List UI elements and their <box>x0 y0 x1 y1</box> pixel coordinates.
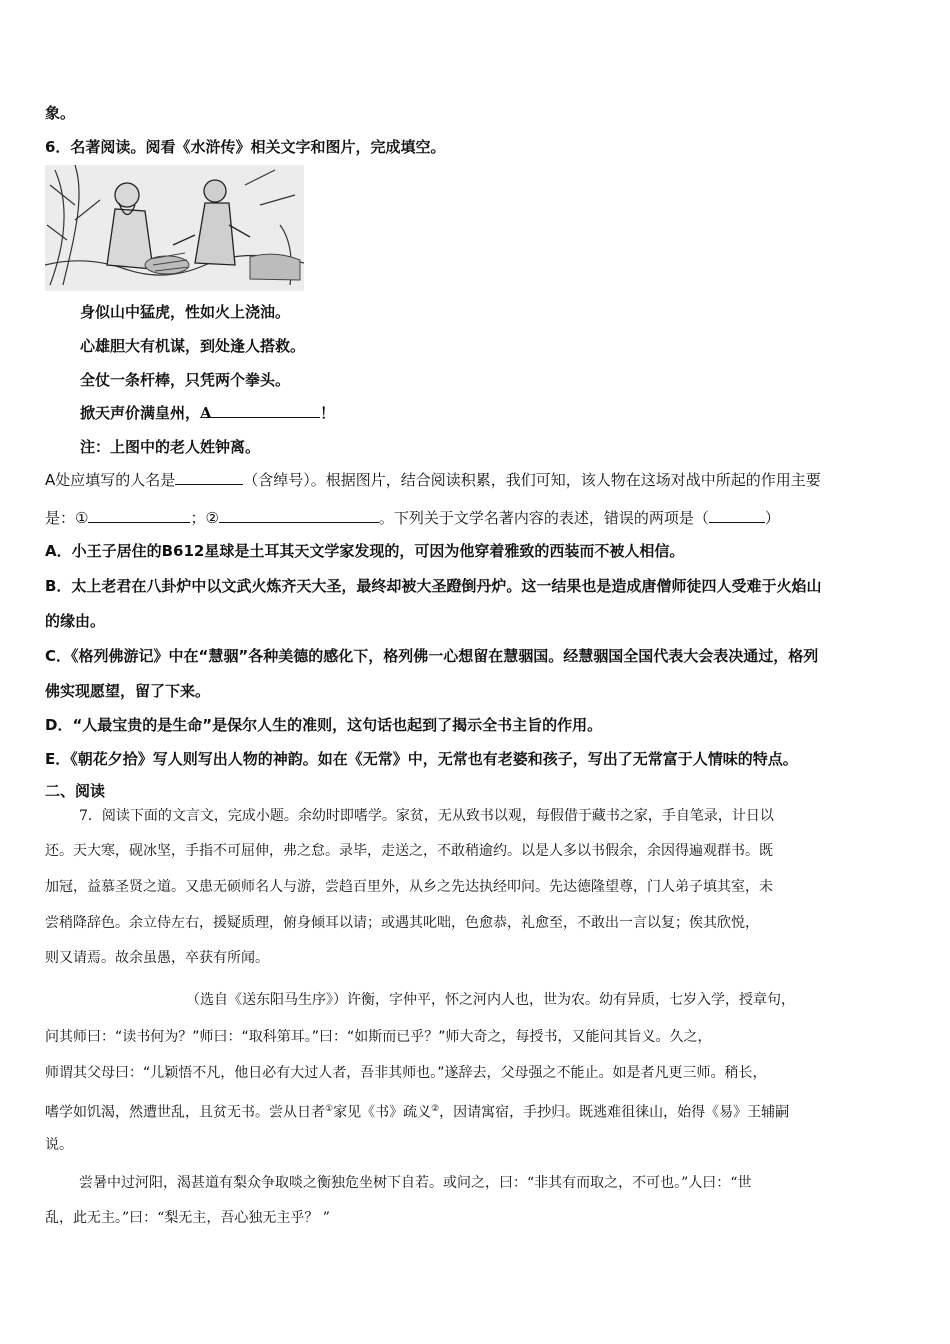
poem-line-3: 全仗一条杆棒，只凭两个拳头。 <box>80 371 291 389</box>
footnote-marker-1: ① <box>325 1104 334 1114</box>
blank-a[interactable] <box>200 403 320 422</box>
xu-heng-line-2: 问其师曰：“读书何为？”师曰：“取科第耳。”曰：“如斯而已乎？”师大奇之，每授书，又能问其旨义。久之， <box>45 1029 712 1045</box>
xu-heng-line-4c: ，因请寓宿，手抄归。既逃难徂徕山，始得《易》王辅嗣 <box>439 1104 790 1121</box>
option-a: A．小王子居住的B612星球是土耳其天文学家发现的，可因为他穿着雅致的西装而不被人相信。 <box>45 542 685 560</box>
poem-line-2: 心雄胆大有机谋，到处逢人搭救。 <box>80 337 306 355</box>
water-margin-illustration <box>45 165 304 291</box>
prompt-text-2d: ） <box>764 509 780 527</box>
option-c-line-1: C．《格列佛游记》中在“慧骃”各种美德的感化下，格列佛一心想留在慧骃国。经慧骃国全国代表大会表决通过，格列 <box>45 647 819 665</box>
pear-line-1: 尝暑中过河阳，渴甚道有梨众争取啖之衡独危坐树下自若。或问之，曰：“非其有而取之，不可也。”人曰：“世 <box>79 1175 752 1191</box>
xu-heng-line-5: 说。 <box>45 1137 73 1153</box>
prompt-text-1a: A处应填写的人名是 <box>45 471 176 489</box>
poem-line-1: 身似山中猛虎，性如火上浇油。 <box>80 303 291 321</box>
q7-line-4: 尝稍降辞色。余立侍左右，援疑质理，俯身倾耳以请；或遇其叱咄，色愈恭，礼愈至，不敢出一言以复；俟其欣悦， <box>45 915 759 931</box>
option-b-line-1: B．太上老君在八卦炉中以文武火炼齐天大圣，最终却被大圣蹬倒丹炉。这一结果也是造成唐僧师徒四人受难于火焰山 <box>45 577 822 595</box>
blank-role-1[interactable] <box>88 508 190 523</box>
blank-answer[interactable] <box>709 508 765 523</box>
xu-heng-line-4a: 嗜学如饥渴，然遭世乱，且贫无书。尝从日者 <box>45 1104 325 1121</box>
q6-heading: 6．名著阅读。阅看《水浒传》相关文字和图片，完成填空。 <box>45 138 446 156</box>
prompt-text-2a: 是：① <box>45 509 89 527</box>
xu-heng-line-1: （选自《送东阳马生序》）许衡，字仲平，怀之河内人也，世为农。幼有异质，七岁入学，授章句， <box>186 992 795 1008</box>
poem-note: 注：上图中的老人姓钟离。 <box>80 438 261 456</box>
q7-line-5: 则又请焉。故余虽愚，卒获有所闻。 <box>45 950 269 966</box>
xu-heng-line-3: 师谓其父母曰：“儿颖悟不凡，他日必有大过人者，吾非其师也。”遂辞去，父母强之不能止。如是者凡更三师。稍长， <box>45 1065 767 1081</box>
xu-heng-line-4 <box>45 1099 789 1123</box>
q6-prompt-line-1 <box>45 470 821 490</box>
q7-line-3: 加冠，益慕圣贤之道。又患无硕师名人与游，尝趋百里外，从乡之先达执经叩问。先达德隆望尊，门人弟子填其室，未 <box>45 879 773 895</box>
poem-line-4-text: 掀天声价满皇州， <box>80 404 201 422</box>
pear-line-2: 乱，此无主。”曰：“梨无主，吾心独无主乎？ ” <box>45 1210 330 1226</box>
prompt-text-1b: （含绰号）。根据图片，结合阅读积累，我们可知，该人物在这场对战中所起的作用主要 <box>243 471 821 489</box>
top-fragment: 象。 <box>45 104 76 122</box>
prompt-text-2c: 。下列关于文学名著内容的表述，错误的两项是（ <box>378 509 709 527</box>
poem-line-4-end: ！ <box>320 404 336 422</box>
blank-name[interactable] <box>175 470 243 485</box>
q7-line-2: 还。天大寒，砚冰坚，手指不可屈伸，弗之怠。录毕，走送之，不敢稍逾约。以是人多以书假余，余因得遍观群书。既 <box>45 843 773 859</box>
option-e: E．《朝花夕拾》写人则写出人物的神韵。如在《无常》中，无常也有老婆和孩子，写出了无常富于人情味的特点。 <box>45 750 798 768</box>
poem-line-4 <box>80 403 335 423</box>
section-2-heading: 二、阅读 <box>45 782 106 800</box>
q6-prompt-line-2 <box>45 508 780 528</box>
q7-line-1: 7．阅读下面的文言文，完成小题。余幼时即嗜学。家贫，无从致书以观，每假借于藏书之家，手自笔录，计日以 <box>79 808 774 824</box>
blank-role-2[interactable] <box>219 508 379 523</box>
option-b-line-2: 的缘由。 <box>45 612 106 630</box>
blank-a-label: A <box>200 404 212 422</box>
xu-heng-line-4b: 家见《书》疏义 <box>333 1104 432 1121</box>
option-c-line-2: 佛实现愿望，留了下来。 <box>45 682 211 700</box>
prompt-text-2b: ；② <box>190 509 219 527</box>
footnote-marker-2: ② <box>431 1104 440 1114</box>
option-d: D．“人最宝贵的是生命”是保尔人生的准则，这句话也起到了揭示全书主旨的作用。 <box>45 716 603 734</box>
